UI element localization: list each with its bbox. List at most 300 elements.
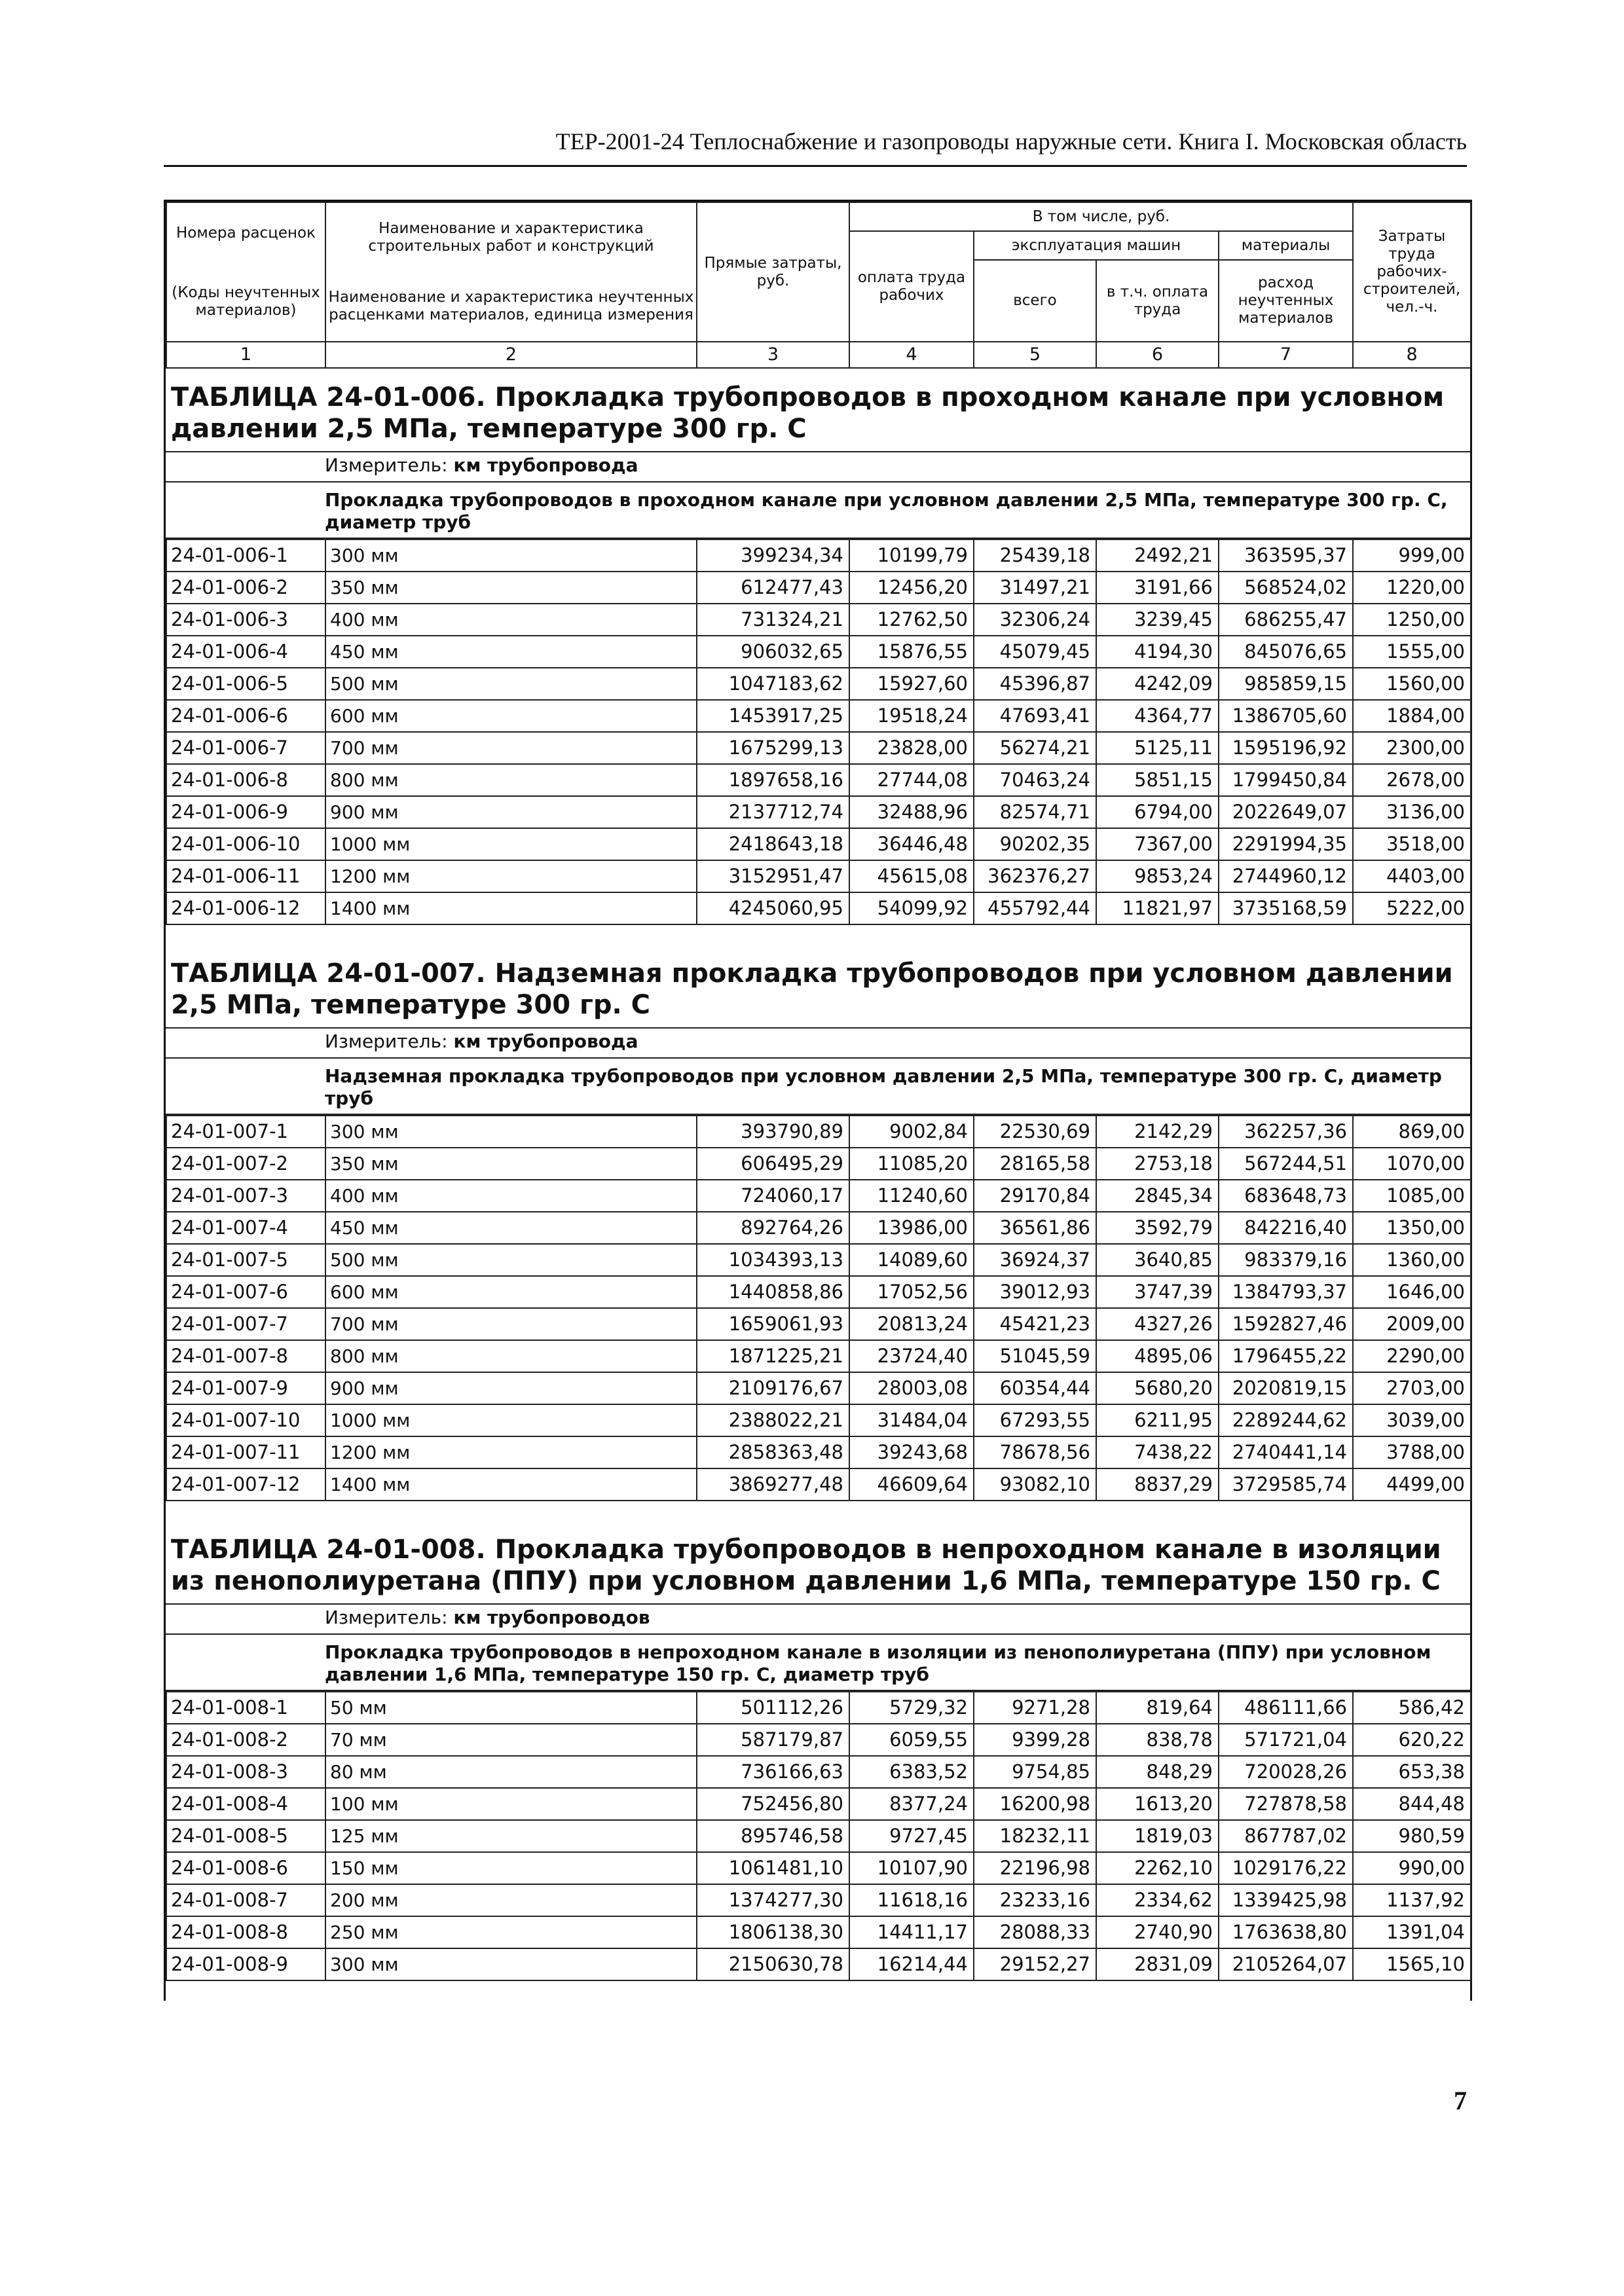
table-row bbox=[166, 604, 1471, 636]
materials-cost: 567244,51 bbox=[1219, 1148, 1353, 1180]
materials-cost: 2020819,15 bbox=[1219, 1372, 1353, 1404]
labor-pay: 32488,96 bbox=[849, 796, 974, 828]
labor-pay: 23724,40 bbox=[849, 1340, 974, 1372]
labor-pay: 6059,55 bbox=[849, 1724, 974, 1756]
table-row bbox=[166, 1340, 1471, 1372]
materials-cost: 3729585,74 bbox=[1219, 1468, 1353, 1501]
header-number: 6 bbox=[1096, 342, 1219, 368]
table-row bbox=[166, 668, 1471, 700]
rate-code: 24-01-006-8 bbox=[166, 764, 325, 796]
table-title: ТАБЛИЦА 24-01-008. Прокладка трубопроводов в непроходном канале в изоляции из пенополиуретана (ППУ) при условном давлении 1,6 МПа, температуре 150 гр. С bbox=[166, 1521, 1470, 1605]
rate-table-section bbox=[166, 945, 1470, 1521]
header-number: 5 bbox=[974, 342, 1096, 368]
meter-unit: км трубопроводов bbox=[453, 1607, 650, 1628]
rate-code: 24-01-007-12 bbox=[166, 1468, 325, 1501]
labor-hours: 3788,00 bbox=[1353, 1436, 1471, 1468]
machines-labor-pay: 2262,10 bbox=[1096, 1852, 1219, 1884]
header-number: 3 bbox=[697, 342, 849, 368]
materials-cost: 683648,73 bbox=[1219, 1180, 1353, 1212]
table-row bbox=[166, 1916, 1471, 1948]
machines-total: 16200,98 bbox=[974, 1788, 1096, 1820]
machines-labor-pay: 838,78 bbox=[1096, 1724, 1219, 1756]
rate-code: 24-01-006-12 bbox=[166, 892, 325, 924]
table-row bbox=[166, 732, 1471, 764]
table-row bbox=[166, 1788, 1471, 1820]
labor-hours: 4499,00 bbox=[1353, 1468, 1471, 1501]
direct-costs: 2418643,18 bbox=[697, 828, 849, 860]
machines-total: 56274,21 bbox=[974, 732, 1096, 764]
machines-labor-pay: 3640,85 bbox=[1096, 1244, 1219, 1276]
labor-pay: 9727,45 bbox=[849, 1820, 974, 1852]
direct-costs: 1806138,30 bbox=[697, 1916, 849, 1948]
header-col1-top: Номера расценок bbox=[175, 224, 316, 242]
direct-costs: 399234,34 bbox=[697, 539, 849, 572]
machines-total: 23233,16 bbox=[974, 1884, 1096, 1916]
section-spacer bbox=[166, 1501, 1470, 1521]
materials-cost: 720028,26 bbox=[1219, 1756, 1353, 1788]
meter-indent bbox=[166, 1605, 325, 1633]
machines-labor-pay: 2334,62 bbox=[1096, 1884, 1219, 1916]
pipe-diameter: 800 мм bbox=[325, 764, 697, 796]
labor-pay: 27744,08 bbox=[849, 764, 974, 796]
direct-costs: 1047183,62 bbox=[697, 668, 849, 700]
header-col5: всего bbox=[974, 260, 1096, 342]
rate-code: 24-01-006-7 bbox=[166, 732, 325, 764]
pipe-diameter: 1200 мм bbox=[325, 860, 697, 892]
labor-hours: 1360,00 bbox=[1353, 1244, 1471, 1276]
meter-row bbox=[166, 452, 1470, 483]
header-number: 4 bbox=[849, 342, 974, 368]
table-title: ТАБЛИЦА 24-01-006. Прокладка трубопроводов в проходном канале при условном давлении 2,5 МПа, температуре 300 гр. С bbox=[166, 369, 1470, 452]
header-col3: Прямые затраты, руб. bbox=[697, 202, 849, 342]
machines-total: 9399,28 bbox=[974, 1724, 1096, 1756]
materials-cost: 3735168,59 bbox=[1219, 892, 1353, 924]
labor-pay: 23828,00 bbox=[849, 732, 974, 764]
pipe-diameter: 400 мм bbox=[325, 604, 697, 636]
pipe-diameter: 300 мм bbox=[325, 1948, 697, 1980]
meter-label: Измеритель: bbox=[325, 1030, 448, 1052]
machines-total: 93082,10 bbox=[974, 1468, 1096, 1501]
rate-code: 24-01-006-2 bbox=[166, 572, 325, 604]
labor-pay: 20813,24 bbox=[849, 1308, 974, 1340]
pipe-diameter: 150 мм bbox=[325, 1852, 697, 1884]
rate-table-section bbox=[166, 1521, 1470, 2001]
machines-labor-pay: 2831,09 bbox=[1096, 1948, 1219, 1980]
pipe-diameter: 800 мм bbox=[325, 1340, 697, 1372]
machines-total: 22196,98 bbox=[974, 1852, 1096, 1884]
table-row bbox=[166, 1852, 1471, 1884]
pipe-diameter: 125 мм bbox=[325, 1820, 697, 1852]
rate-code: 24-01-007-1 bbox=[166, 1116, 325, 1148]
materials-cost: 686255,47 bbox=[1219, 604, 1353, 636]
machines-labor-pay: 2845,34 bbox=[1096, 1180, 1219, 1212]
machines-labor-pay: 6794,00 bbox=[1096, 796, 1219, 828]
labor-pay: 11085,20 bbox=[849, 1148, 974, 1180]
machines-labor-pay: 4364,77 bbox=[1096, 700, 1219, 732]
table-row bbox=[166, 1948, 1471, 1980]
section-spacer bbox=[166, 925, 1470, 945]
pipe-diameter: 1400 мм bbox=[325, 892, 697, 924]
machines-total: 29170,84 bbox=[974, 1180, 1096, 1212]
machines-labor-pay: 8837,29 bbox=[1096, 1468, 1219, 1501]
materials-cost: 1339425,98 bbox=[1219, 1884, 1353, 1916]
rate-code: 24-01-007-8 bbox=[166, 1340, 325, 1372]
direct-costs: 1659061,93 bbox=[697, 1308, 849, 1340]
machines-labor-pay: 7438,22 bbox=[1096, 1436, 1219, 1468]
meter-label: Измеритель: bbox=[325, 1607, 448, 1628]
machines-total: 45079,45 bbox=[974, 636, 1096, 668]
labor-pay: 9002,84 bbox=[849, 1116, 974, 1148]
materials-cost: 571721,04 bbox=[1219, 1724, 1353, 1756]
table-row bbox=[166, 1724, 1471, 1756]
pipe-diameter: 450 мм bbox=[325, 636, 697, 668]
machines-total: 45396,87 bbox=[974, 668, 1096, 700]
direct-costs: 1675299,13 bbox=[697, 732, 849, 764]
direct-costs: 2109176,67 bbox=[697, 1372, 849, 1404]
machines-labor-pay: 11821,97 bbox=[1096, 892, 1219, 924]
labor-hours: 653,38 bbox=[1353, 1756, 1471, 1788]
materials-cost: 867787,02 bbox=[1219, 1820, 1353, 1852]
labor-hours: 1137,92 bbox=[1353, 1884, 1471, 1916]
labor-hours: 2703,00 bbox=[1353, 1372, 1471, 1404]
table-row bbox=[166, 1180, 1471, 1212]
machines-labor-pay: 2492,21 bbox=[1096, 539, 1219, 572]
machines-labor-pay: 5851,15 bbox=[1096, 764, 1219, 796]
labor-hours: 2678,00 bbox=[1353, 764, 1471, 796]
subtitle-indent bbox=[166, 1635, 325, 1690]
table-subtitle: Прокладка трубопроводов в проходном канале при условном давлении 2,5 МПа, температуре 300 гр. С, диаметр труб bbox=[325, 489, 1448, 533]
materials-cost: 363595,37 bbox=[1219, 539, 1353, 572]
machines-labor-pay: 2753,18 bbox=[1096, 1148, 1219, 1180]
materials-cost: 845076,65 bbox=[1219, 636, 1353, 668]
pipe-diameter: 80 мм bbox=[325, 1756, 697, 1788]
document-body bbox=[164, 200, 1472, 2001]
labor-pay: 14411,17 bbox=[849, 1916, 974, 1948]
machines-labor-pay: 3592,79 bbox=[1096, 1212, 1219, 1244]
header-col2-bottom: Наименование и характеристика неучтенных расценками материалов, единица измерения bbox=[328, 289, 694, 323]
direct-costs: 612477,43 bbox=[697, 572, 849, 604]
table-row bbox=[166, 1404, 1471, 1436]
rate-code: 24-01-007-5 bbox=[166, 1244, 325, 1276]
materials-cost: 486111,66 bbox=[1219, 1692, 1353, 1724]
labor-pay: 16214,44 bbox=[849, 1948, 974, 1980]
table-row bbox=[166, 700, 1471, 732]
machines-labor-pay: 5680,20 bbox=[1096, 1372, 1219, 1404]
labor-hours: 4403,00 bbox=[1353, 860, 1471, 892]
meter-text bbox=[325, 1029, 638, 1057]
table-subtitle: Надземная прокладка трубопроводов при условном давлении 2,5 МПа, температуре 300 гр. С, диаметр труб bbox=[325, 1065, 1442, 1109]
header-col6: в т.ч. оплата труда bbox=[1096, 260, 1219, 342]
machines-labor-pay: 4895,06 bbox=[1096, 1340, 1219, 1372]
labor-pay: 11618,16 bbox=[849, 1884, 974, 1916]
labor-pay: 13986,00 bbox=[849, 1212, 974, 1244]
materials-cost: 1595196,92 bbox=[1219, 732, 1353, 764]
subtitle-row bbox=[166, 1059, 1470, 1115]
rate-code: 24-01-007-9 bbox=[166, 1372, 325, 1404]
machines-labor-pay: 3747,39 bbox=[1096, 1276, 1219, 1308]
machines-labor-pay: 819,64 bbox=[1096, 1692, 1219, 1724]
rate-code: 24-01-008-6 bbox=[166, 1852, 325, 1884]
materials-cost: 2289244,62 bbox=[1219, 1404, 1353, 1436]
direct-costs: 2150630,78 bbox=[697, 1948, 849, 1980]
table-row bbox=[166, 892, 1471, 924]
header-col4: оплата труда рабочих bbox=[849, 231, 974, 342]
header-col8: Затраты труда рабочих-строителей, чел.-ч. bbox=[1353, 202, 1471, 342]
labor-hours: 1220,00 bbox=[1353, 572, 1471, 604]
labor-pay: 54099,92 bbox=[849, 892, 974, 924]
machines-total: 32306,24 bbox=[974, 604, 1096, 636]
pipe-diameter: 250 мм bbox=[325, 1916, 697, 1948]
rate-code: 24-01-008-8 bbox=[166, 1916, 325, 1948]
direct-costs: 1440858,86 bbox=[697, 1276, 849, 1308]
table-row bbox=[166, 764, 1471, 796]
machines-labor-pay: 9853,24 bbox=[1096, 860, 1219, 892]
table-row bbox=[166, 1692, 1471, 1724]
rate-code: 24-01-006-10 bbox=[166, 828, 325, 860]
labor-pay: 17052,56 bbox=[849, 1276, 974, 1308]
table-row bbox=[166, 796, 1471, 828]
direct-costs: 724060,17 bbox=[697, 1180, 849, 1212]
rate-code: 24-01-006-1 bbox=[166, 539, 325, 572]
labor-hours: 3039,00 bbox=[1353, 1404, 1471, 1436]
materials-cost: 983379,16 bbox=[1219, 1244, 1353, 1276]
direct-costs: 1034393,13 bbox=[697, 1244, 849, 1276]
header-number: 1 bbox=[166, 342, 325, 368]
subtitle-indent bbox=[166, 1059, 325, 1114]
rate-code: 24-01-007-7 bbox=[166, 1308, 325, 1340]
pipe-diameter: 50 мм bbox=[325, 1692, 697, 1724]
machines-total: 82574,71 bbox=[974, 796, 1096, 828]
rate-code: 24-01-006-5 bbox=[166, 668, 325, 700]
direct-costs: 2858363,48 bbox=[697, 1436, 849, 1468]
materials-cost: 1029176,22 bbox=[1219, 1852, 1353, 1884]
rate-code: 24-01-008-1 bbox=[166, 1692, 325, 1724]
labor-pay: 14089,60 bbox=[849, 1244, 974, 1276]
table-row bbox=[166, 1308, 1471, 1340]
header-col1-bottom: (Коды неучтенных материалов) bbox=[172, 284, 320, 319]
machines-total: 60354,44 bbox=[974, 1372, 1096, 1404]
machines-total: 29152,27 bbox=[974, 1948, 1096, 1980]
materials-cost: 985859,15 bbox=[1219, 668, 1353, 700]
table-row bbox=[166, 1820, 1471, 1852]
pipe-diameter: 350 мм bbox=[325, 1148, 697, 1180]
labor-pay: 46609,64 bbox=[849, 1468, 974, 1501]
materials-cost: 1386705,60 bbox=[1219, 700, 1353, 732]
machines-labor-pay: 848,29 bbox=[1096, 1756, 1219, 1788]
header-col1 bbox=[166, 202, 325, 342]
meter-row bbox=[166, 1029, 1470, 1059]
table-row bbox=[166, 828, 1471, 860]
labor-hours: 5222,00 bbox=[1353, 892, 1471, 924]
rate-code: 24-01-007-4 bbox=[166, 1212, 325, 1244]
materials-cost: 1796455,22 bbox=[1219, 1340, 1353, 1372]
machines-labor-pay: 2142,29 bbox=[1096, 1116, 1219, 1148]
direct-costs: 1453917,25 bbox=[697, 700, 849, 732]
pipe-diameter: 450 мм bbox=[325, 1212, 697, 1244]
machines-total: 22530,69 bbox=[974, 1116, 1096, 1148]
materials-cost: 1592827,46 bbox=[1219, 1308, 1353, 1340]
rate-table bbox=[166, 1115, 1471, 1501]
direct-costs: 752456,80 bbox=[697, 1788, 849, 1820]
machines-total: 28088,33 bbox=[974, 1916, 1096, 1948]
pipe-diameter: 500 мм bbox=[325, 1244, 697, 1276]
rate-code: 24-01-008-2 bbox=[166, 1724, 325, 1756]
direct-costs: 501112,26 bbox=[697, 1692, 849, 1724]
labor-pay: 15876,55 bbox=[849, 636, 974, 668]
machines-total: 47693,41 bbox=[974, 700, 1096, 732]
machines-total: 90202,35 bbox=[974, 828, 1096, 860]
section-spacer bbox=[166, 1981, 1470, 2001]
table-row bbox=[166, 1756, 1471, 1788]
table-row bbox=[166, 1212, 1471, 1244]
labor-hours: 844,48 bbox=[1353, 1788, 1471, 1820]
labor-hours: 1085,00 bbox=[1353, 1180, 1471, 1212]
labor-hours: 869,00 bbox=[1353, 1116, 1471, 1148]
labor-hours: 1646,00 bbox=[1353, 1276, 1471, 1308]
pipe-diameter: 400 мм bbox=[325, 1180, 697, 1212]
direct-costs: 3869277,48 bbox=[697, 1468, 849, 1501]
direct-costs: 895746,58 bbox=[697, 1820, 849, 1852]
machines-labor-pay: 1819,03 bbox=[1096, 1820, 1219, 1852]
machines-total: 25439,18 bbox=[974, 539, 1096, 572]
meter-indent bbox=[166, 1029, 325, 1057]
rate-code: 24-01-008-5 bbox=[166, 1820, 325, 1852]
labor-hours: 2009,00 bbox=[1353, 1308, 1471, 1340]
labor-hours: 2290,00 bbox=[1353, 1340, 1471, 1372]
rate-code: 24-01-008-7 bbox=[166, 1884, 325, 1916]
header-materials-label: материалы bbox=[1219, 231, 1353, 260]
rate-code: 24-01-006-11 bbox=[166, 860, 325, 892]
labor-hours: 620,22 bbox=[1353, 1724, 1471, 1756]
page-header: ТЕР-2001-24 Теплоснабжение и газопроводы наружные сети. Книга I. Московская область bbox=[164, 124, 1467, 167]
header-col2 bbox=[325, 202, 697, 342]
labor-pay: 12762,50 bbox=[849, 604, 974, 636]
meter-indent bbox=[166, 452, 325, 481]
materials-cost: 2105264,07 bbox=[1219, 1948, 1353, 1980]
machines-labor-pay: 4242,09 bbox=[1096, 668, 1219, 700]
machines-total: 9271,28 bbox=[974, 1692, 1096, 1724]
machines-total: 362376,27 bbox=[974, 860, 1096, 892]
machines-total: 67293,55 bbox=[974, 1404, 1096, 1436]
pipe-diameter: 200 мм bbox=[325, 1884, 697, 1916]
machines-labor-pay: 4194,30 bbox=[1096, 636, 1219, 668]
rate-table bbox=[166, 539, 1471, 925]
machines-labor-pay: 2740,90 bbox=[1096, 1916, 1219, 1948]
pipe-diameter: 900 мм bbox=[325, 796, 697, 828]
labor-pay: 10107,90 bbox=[849, 1852, 974, 1884]
machines-total: 45421,23 bbox=[974, 1308, 1096, 1340]
materials-cost: 1384793,37 bbox=[1219, 1276, 1353, 1308]
labor-hours: 980,59 bbox=[1353, 1820, 1471, 1852]
pipe-diameter: 1200 мм bbox=[325, 1436, 697, 1468]
labor-hours: 1555,00 bbox=[1353, 636, 1471, 668]
labor-hours: 3136,00 bbox=[1353, 796, 1471, 828]
labor-hours: 1250,00 bbox=[1353, 604, 1471, 636]
meter-text bbox=[325, 452, 638, 481]
page-number: 7 bbox=[1454, 2086, 1467, 2115]
rate-code: 24-01-006-4 bbox=[166, 636, 325, 668]
header-number: 7 bbox=[1219, 342, 1353, 368]
table-row bbox=[166, 572, 1471, 604]
column-header-table bbox=[166, 202, 1471, 369]
table-row bbox=[166, 1276, 1471, 1308]
machines-total: 31497,21 bbox=[974, 572, 1096, 604]
header-col7: расход неучтенных материалов bbox=[1219, 260, 1353, 342]
direct-costs: 731324,21 bbox=[697, 604, 849, 636]
labor-hours: 990,00 bbox=[1353, 1852, 1471, 1884]
materials-cost: 362257,36 bbox=[1219, 1116, 1353, 1148]
direct-costs: 1374277,30 bbox=[697, 1884, 849, 1916]
pipe-diameter: 700 мм bbox=[325, 1308, 697, 1340]
pipe-diameter: 100 мм bbox=[325, 1788, 697, 1820]
direct-costs: 1871225,21 bbox=[697, 1340, 849, 1372]
labor-pay: 12456,20 bbox=[849, 572, 974, 604]
table-row bbox=[166, 1116, 1471, 1148]
labor-pay: 19518,24 bbox=[849, 700, 974, 732]
materials-cost: 842216,40 bbox=[1219, 1212, 1353, 1244]
direct-costs: 892764,26 bbox=[697, 1212, 849, 1244]
direct-costs: 393790,89 bbox=[697, 1116, 849, 1148]
labor-hours: 1560,00 bbox=[1353, 668, 1471, 700]
pipe-diameter: 300 мм bbox=[325, 539, 697, 572]
rate-code: 24-01-007-3 bbox=[166, 1180, 325, 1212]
pipe-diameter: 350 мм bbox=[325, 572, 697, 604]
labor-pay: 28003,08 bbox=[849, 1372, 974, 1404]
labor-hours: 999,00 bbox=[1353, 539, 1471, 572]
labor-hours: 1391,04 bbox=[1353, 1916, 1471, 1948]
labor-hours: 2300,00 bbox=[1353, 732, 1471, 764]
labor-pay: 31484,04 bbox=[849, 1404, 974, 1436]
labor-pay: 10199,79 bbox=[849, 539, 974, 572]
machines-total: 78678,56 bbox=[974, 1436, 1096, 1468]
meter-unit: км трубопровода bbox=[453, 1030, 638, 1052]
direct-costs: 2388022,21 bbox=[697, 1404, 849, 1436]
direct-costs: 736166,63 bbox=[697, 1756, 849, 1788]
machines-labor-pay: 5125,11 bbox=[1096, 732, 1219, 764]
labor-hours: 586,42 bbox=[1353, 1692, 1471, 1724]
header-col2-top: Наименование и характеристика строительных работ и конструкций bbox=[368, 220, 654, 255]
direct-costs: 1061481,10 bbox=[697, 1852, 849, 1884]
machines-total: 18232,11 bbox=[974, 1820, 1096, 1852]
materials-cost: 2740441,14 bbox=[1219, 1436, 1353, 1468]
direct-costs: 906032,65 bbox=[697, 636, 849, 668]
rate-code: 24-01-006-3 bbox=[166, 604, 325, 636]
rate-table-section bbox=[166, 369, 1470, 945]
direct-costs: 1897658,16 bbox=[697, 764, 849, 796]
rate-code: 24-01-006-9 bbox=[166, 796, 325, 828]
table-row bbox=[166, 636, 1471, 668]
table-row bbox=[166, 1468, 1471, 1501]
meter-text bbox=[325, 1605, 650, 1633]
direct-costs: 3152951,47 bbox=[697, 860, 849, 892]
labor-hours: 1350,00 bbox=[1353, 1212, 1471, 1244]
direct-costs: 4245060,95 bbox=[697, 892, 849, 924]
materials-cost: 727878,58 bbox=[1219, 1788, 1353, 1820]
table-row bbox=[166, 539, 1471, 572]
labor-hours: 1070,00 bbox=[1353, 1148, 1471, 1180]
machines-labor-pay: 1613,20 bbox=[1096, 1788, 1219, 1820]
subtitle-row bbox=[166, 1635, 1470, 1691]
pipe-diameter: 900 мм bbox=[325, 1372, 697, 1404]
pipe-diameter: 1000 мм bbox=[325, 828, 697, 860]
header-machines-label: эксплуатация машин bbox=[974, 231, 1219, 260]
rate-code: 24-01-007-10 bbox=[166, 1404, 325, 1436]
direct-costs: 587179,87 bbox=[697, 1724, 849, 1756]
header-incl-label: В том числе, руб. bbox=[849, 202, 1353, 231]
pipe-diameter: 500 мм bbox=[325, 668, 697, 700]
machines-labor-pay: 7367,00 bbox=[1096, 828, 1219, 860]
rate-code: 24-01-007-11 bbox=[166, 1436, 325, 1468]
